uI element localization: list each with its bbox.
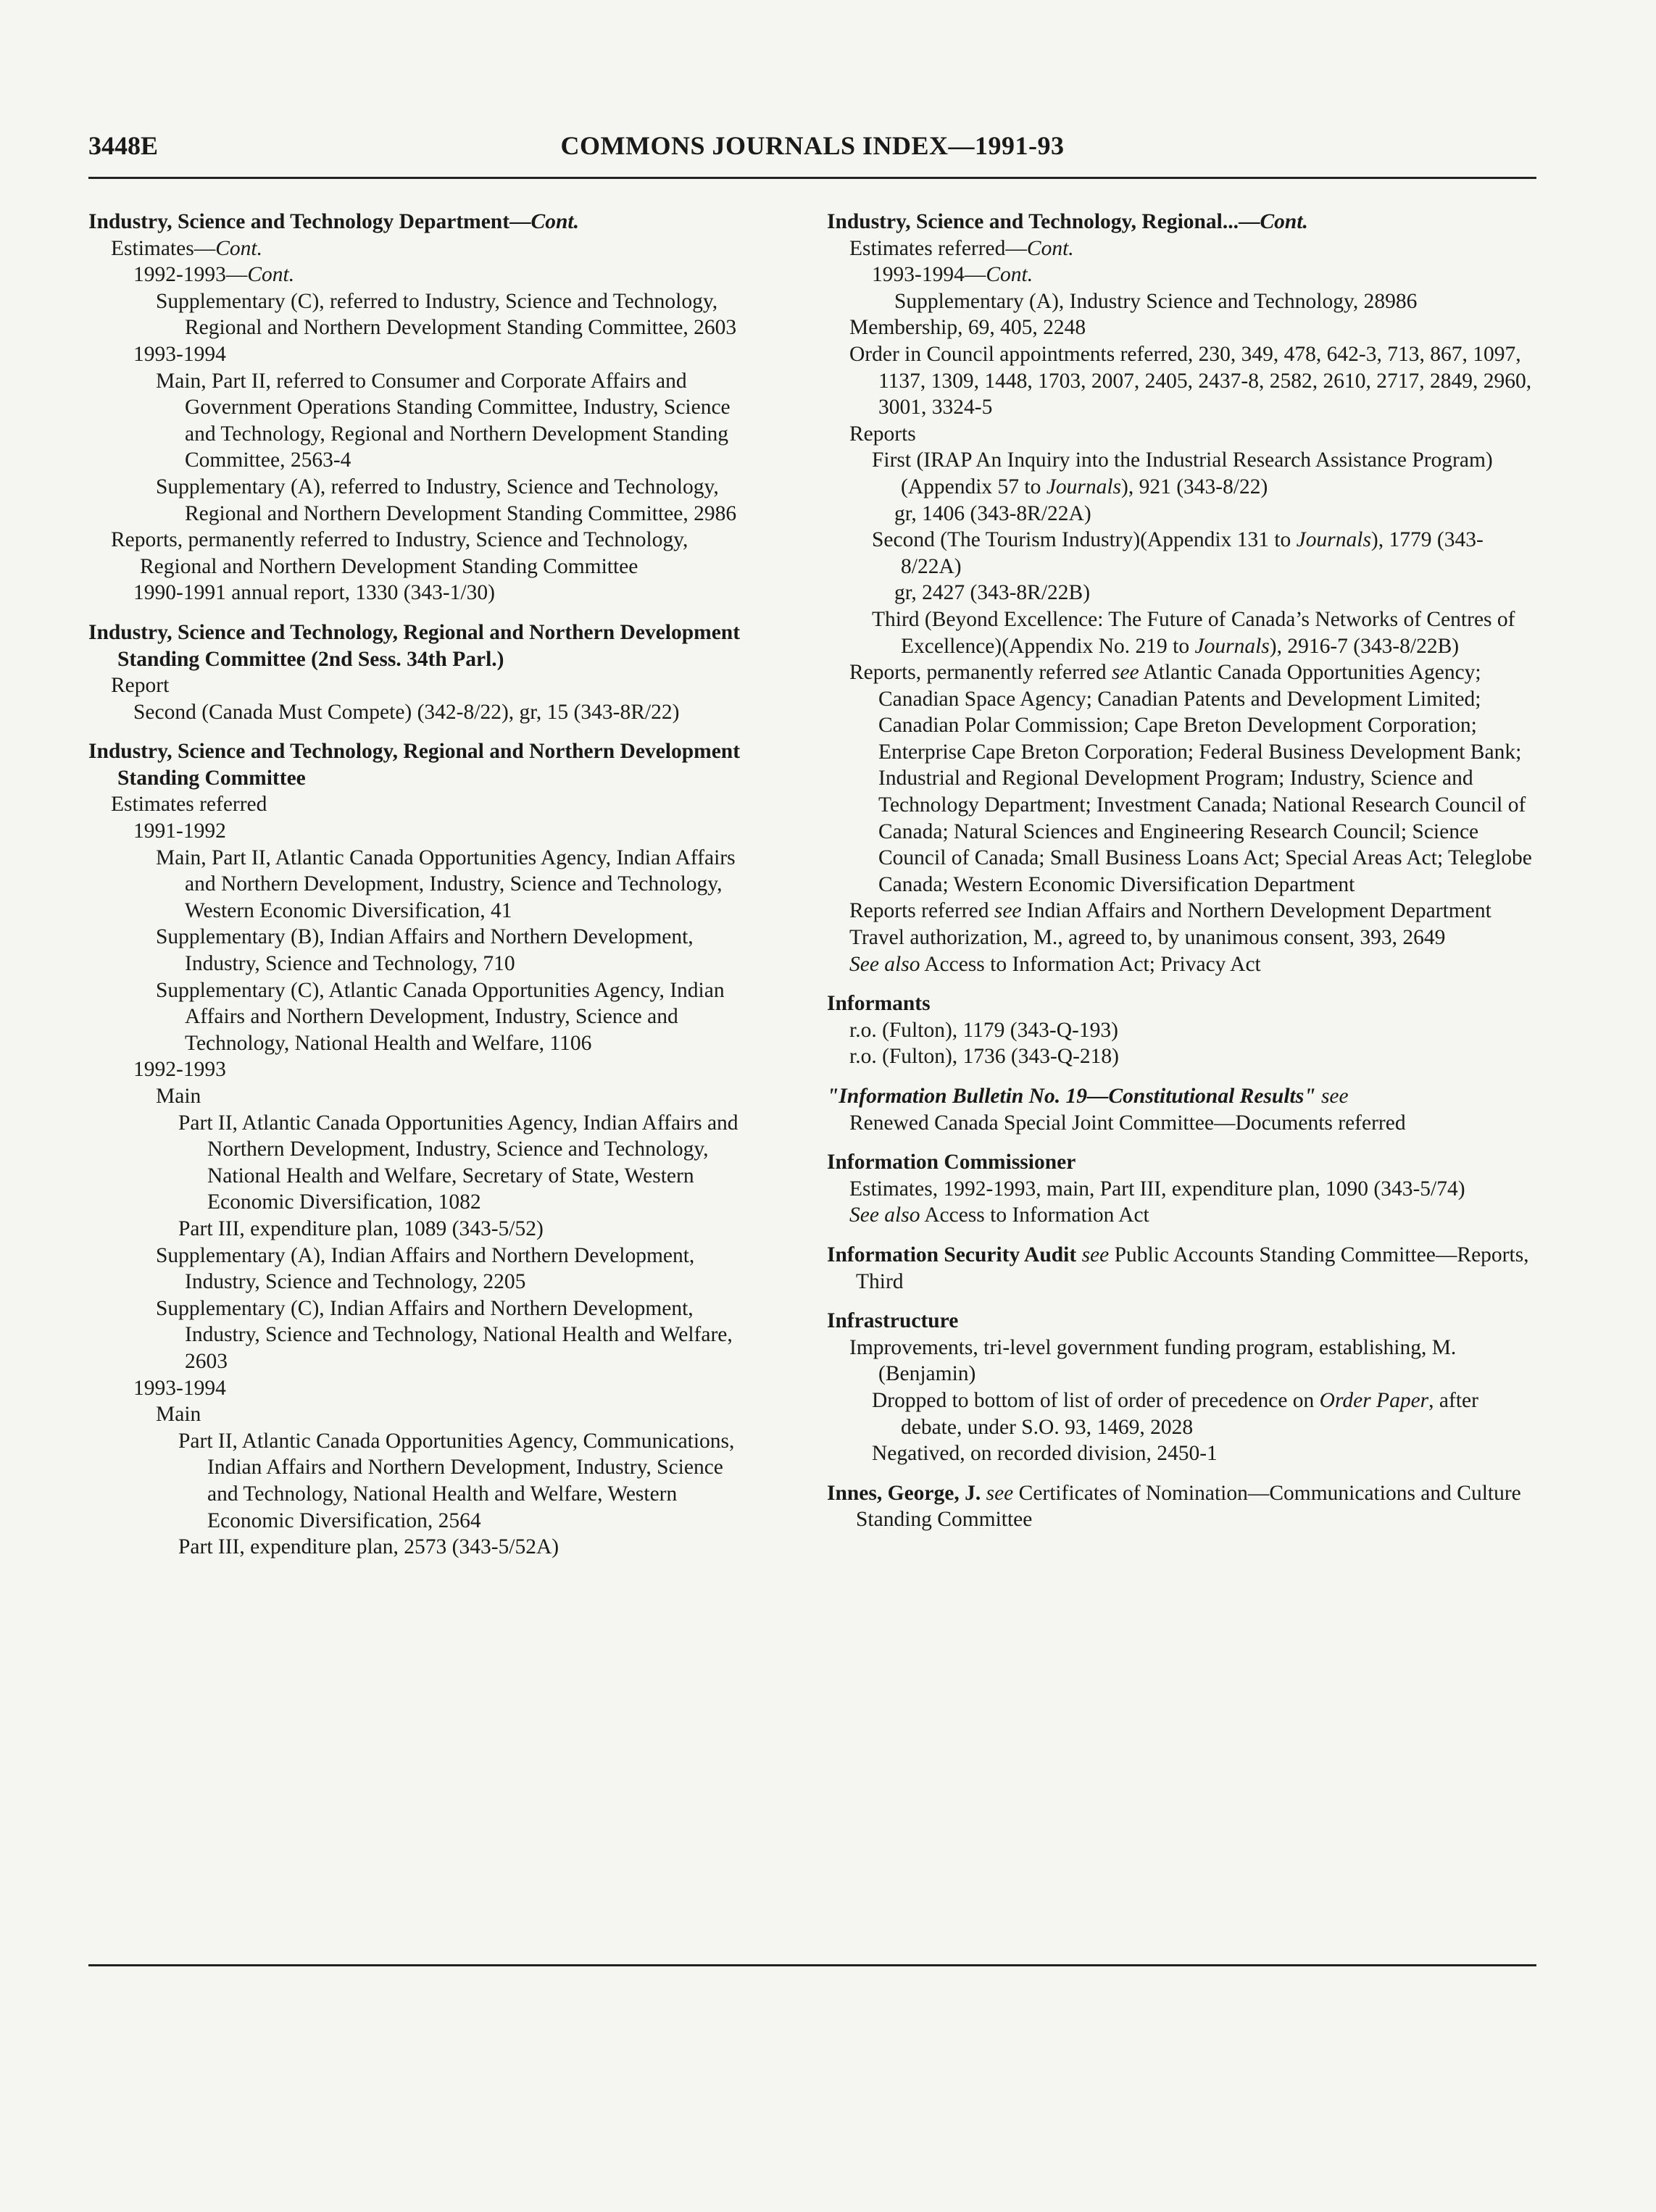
index-entry bbox=[111, 235, 755, 262]
index-heading bbox=[827, 1083, 1541, 1110]
index-entry bbox=[849, 1176, 1541, 1203]
italic-text: Cont. bbox=[247, 263, 295, 287]
index-heading bbox=[827, 1149, 1541, 1176]
entry-text: Main, Part II, Atlantic Canada Opportunities Agency, Indian Affairs and Northern Development, Industry, Science and Technology, Western Economic Diversification, 41 bbox=[156, 846, 736, 922]
entry-text: Information Commissioner bbox=[827, 1151, 1076, 1174]
entry-text: 1993-1994 bbox=[133, 342, 226, 366]
entry-text: Renewed Canada Special Joint Committee—Documents referred bbox=[849, 1111, 1406, 1135]
index-entry bbox=[133, 1375, 755, 1402]
index-entry bbox=[849, 659, 1541, 898]
entry-text: Third (Beyond Excellence: The Future of Canada’s Networks of Centres of Excellence)(Appendix No. 219 to bbox=[872, 607, 1515, 658]
index-entry bbox=[111, 527, 755, 580]
italic-text: Cont. bbox=[530, 210, 579, 233]
italic-text: See also bbox=[849, 952, 920, 976]
entry-text: Supplementary (C), Indian Affairs and Northern Development, Industry, Science and Technology, National Health and Welfare, 2603 bbox=[156, 1296, 733, 1373]
entry-text: 1990-1991 annual report, 1330 (343-1/30) bbox=[133, 581, 495, 605]
italic-text: See also bbox=[849, 1203, 920, 1227]
entry-text: 1993-1994 bbox=[133, 1376, 226, 1400]
index-heading bbox=[827, 990, 1541, 1017]
entry-text: r.o. (Fulton), 1179 (343-Q-193) bbox=[849, 1018, 1118, 1042]
entry-text: ), 2916-7 (343-8/22B) bbox=[1269, 634, 1460, 658]
index-entry bbox=[849, 1110, 1541, 1137]
index-entry bbox=[156, 924, 755, 977]
italic-text: Cont. bbox=[1026, 236, 1074, 260]
entry-text: Supplementary (B), Indian Affairs and Northern Development, Industry, Science and Technology, 710 bbox=[156, 925, 694, 976]
italic-text: Journals bbox=[1194, 634, 1270, 658]
entry-text: Part III, expenditure plan, 1089 (343-5/52) bbox=[178, 1216, 544, 1240]
italic-text: see bbox=[1081, 1243, 1110, 1266]
index-entry bbox=[849, 1017, 1541, 1044]
entry-text: Second (Canada Must Compete) (342-8/22), gr, 15 (343-8R/22) bbox=[133, 700, 680, 724]
index-heading bbox=[88, 619, 755, 672]
header-rule bbox=[88, 177, 1536, 179]
index-heading bbox=[827, 1308, 1541, 1335]
index-entry bbox=[849, 1335, 1541, 1387]
index-entry bbox=[894, 580, 1541, 606]
entry-text: Part II, Atlantic Canada Opportunities Agency, Indian Affairs and Northern Development, Industry, Science and Technology, National Health and Welfare, Secretary of State, Western Economic Diversification, 1082 bbox=[178, 1111, 738, 1214]
index-entry bbox=[849, 341, 1541, 421]
entry-text: Industry, Science and Technology Department— bbox=[88, 210, 531, 233]
entry-text: Industry, Science and Technology, Regional...— bbox=[827, 210, 1260, 233]
index-entry bbox=[156, 1243, 755, 1295]
entry-text: Order in Council appointments referred, 230, 349, 478, 642-3, 713, 867, 1097, 1137, 1309, 1448, 1703, 2007, 2405, 2437-8, 2582, 2610, 2717, 2849, 2960, 3001, 3324-5 bbox=[849, 342, 1532, 420]
index-heading bbox=[88, 738, 755, 791]
index-entry bbox=[849, 951, 1541, 978]
entry-text: Dropped to bottom of list of order of precedence on bbox=[872, 1388, 1320, 1412]
index-entry bbox=[894, 288, 1541, 315]
entry-text: Reports, permanently referred to Industry, Science and Technology, Regional and Northern Development Standing Committee bbox=[111, 528, 688, 578]
index-entry bbox=[178, 1110, 755, 1216]
index-entry bbox=[178, 1216, 755, 1243]
italic-text: Journals bbox=[1046, 475, 1121, 498]
italic-text: see bbox=[994, 899, 1022, 923]
index-heading bbox=[827, 209, 1541, 235]
entry-text: Supplementary (A), referred to Industry, Science and Technology, Regional and Northern Development Standing Committee, 2986 bbox=[156, 475, 737, 525]
entry-text: gr, 1406 (343-8R/22A) bbox=[894, 501, 1091, 525]
entry-text: ), 1779 (343-8/22A) bbox=[901, 528, 1484, 578]
index-entry bbox=[156, 288, 755, 341]
index-entry bbox=[849, 898, 1541, 925]
index-entry bbox=[111, 672, 755, 699]
index-entry bbox=[156, 474, 755, 527]
index-entry bbox=[156, 845, 755, 925]
page-title: COMMONS JOURNALS INDEX—1991-93 bbox=[560, 131, 1065, 160]
entry-text: r.o. (Fulton), 1736 (343-Q-218) bbox=[849, 1045, 1119, 1069]
italic-text: Cont. bbox=[215, 236, 262, 260]
page-header bbox=[88, 130, 1536, 174]
index-entry bbox=[178, 1534, 755, 1561]
index-entry bbox=[156, 1083, 755, 1110]
entry-text: Estimates referred bbox=[111, 793, 267, 817]
entry-text: Industry, Science and Technology, Regional and Northern Development Standing Committee (2nd Sess. 34th Parl.) bbox=[88, 620, 741, 671]
entry-text: Estimates referred— bbox=[849, 236, 1027, 260]
entry-text: Part III, expenditure plan, 2573 (343-5/52A) bbox=[178, 1535, 559, 1559]
italic-text: see bbox=[1112, 661, 1139, 685]
entry-text: Information Security Audit bbox=[827, 1243, 1082, 1266]
entry-text: Infrastructure bbox=[827, 1309, 959, 1333]
entry-text: Negatived, on recorded division, 2450-1 bbox=[872, 1442, 1218, 1466]
entry-text: Estimates, 1992-1993, main, Part III, expenditure plan, 1090 (343-5/74) bbox=[849, 1177, 1465, 1201]
entry-text: , after debate, under S.O. 93, 1469, 2028 bbox=[901, 1388, 1478, 1439]
entry-text: Membership, 69, 405, 2248 bbox=[849, 316, 1086, 340]
entry-text: Main bbox=[156, 1085, 201, 1108]
page-number: 3448E bbox=[88, 131, 159, 160]
index-entry bbox=[872, 1387, 1541, 1440]
index-entry bbox=[849, 1043, 1541, 1070]
entry-text: Improvements, tri-level government funding program, establishing, M. (Benjamin) bbox=[849, 1335, 1457, 1386]
index-entry bbox=[872, 527, 1541, 580]
index-entry bbox=[133, 262, 755, 288]
index-entry bbox=[872, 606, 1541, 659]
entry-text: Certificates of Nomination—Communications and Culture Standing Committee bbox=[856, 1481, 1521, 1532]
index-heading bbox=[88, 209, 755, 235]
entry-text: Supplementary (A), Indian Affairs and Northern Development, Industry, Science and Technology, 2205 bbox=[156, 1243, 695, 1294]
entry-text: 1992-1993 bbox=[133, 1058, 226, 1082]
italic-text: Cont. bbox=[986, 263, 1033, 287]
entry-text: Main bbox=[156, 1403, 201, 1427]
entry-text: Informants bbox=[827, 992, 931, 1016]
index-entry bbox=[111, 791, 755, 818]
index-column-right bbox=[827, 209, 1541, 1533]
entry-text: Main, Part II, referred to Consumer and Corporate Affairs and Government Operations Standing Committee, Industry, Science and Technology, Regional and Northern Development Standing Committee, 2563-4 bbox=[156, 369, 731, 472]
index-entry bbox=[133, 1056, 755, 1083]
index-entry bbox=[178, 1428, 755, 1534]
index-entry bbox=[156, 1295, 755, 1375]
index-entry bbox=[872, 1440, 1541, 1467]
entry-text: Access to Information Act bbox=[920, 1203, 1149, 1227]
entry-text: Travel authorization, M., agreed to, by unanimous consent, 393, 2649 bbox=[849, 926, 1446, 950]
italic-text: "Information Bulletin No. 19—Constitutional Results" bbox=[827, 1085, 1316, 1108]
index-entry bbox=[849, 314, 1541, 341]
index-entry bbox=[872, 262, 1541, 288]
entry-text: Second (The Tourism Industry)(Appendix 131 to bbox=[872, 528, 1297, 552]
entry-text: First (IRAP An Inquiry into the Industrial Research Assistance Program) (Appendix 57 to bbox=[872, 448, 1493, 498]
italic-text: Cont. bbox=[1260, 210, 1308, 233]
entry-text: Reports bbox=[849, 422, 916, 446]
entry-text: Supplementary (C), referred to Industry, Science and Technology, Regional and Northern Development Standing Committee, 2603 bbox=[156, 289, 737, 340]
index-entry bbox=[849, 235, 1541, 262]
entry-text: 1992-1993— bbox=[133, 263, 248, 287]
entry-text: Industry, Science and Technology, Regional and Northern Development Standing Committee bbox=[88, 740, 741, 790]
italic-text: Order Paper bbox=[1319, 1388, 1429, 1412]
entry-text: Indian Affairs and Northern Development Department bbox=[1021, 899, 1491, 923]
entry-text: Report bbox=[111, 674, 170, 698]
entry-text: ), 921 (343-8/22) bbox=[1121, 475, 1268, 498]
italic-text: Journals bbox=[1296, 528, 1371, 552]
index-heading bbox=[827, 1480, 1541, 1533]
index-entry bbox=[156, 368, 755, 474]
entry-text: Access to Information Act; Privacy Act bbox=[920, 952, 1261, 976]
index-entry bbox=[849, 421, 1541, 448]
entry-text: Atlantic Canada Opportunities Agency; Canadian Space Agency; Canadian Patents and Development Limited; Canadian Polar Commission; Cape Breton Development Corporation; Enterprise Cape Breton Corporation; Federal Business Development Bank; Industrial and Regional Development Program; Industry, Science and Technology Department; Investment Canada; National Research Council of Canada; Natural Sciences and Engineering Research Council; Science Council of Canada; Small Business Loans Act; Special Areas Act; Teleglobe Canada; Western Economic Diversification Department bbox=[878, 661, 1532, 896]
entry-text: Supplementary (C), Atlantic Canada Opportunities Agency, Indian Affairs and Northern Development, Industry, Science and Technology, National Health and Welfare, 1106 bbox=[156, 978, 725, 1055]
entry-text: Innes, George, J. bbox=[827, 1481, 986, 1505]
index-entry bbox=[133, 699, 755, 726]
index-entry bbox=[872, 447, 1541, 500]
entry-text: Public Accounts Standing Committee—Reports, Third bbox=[856, 1243, 1529, 1293]
entry-text: Estimates— bbox=[111, 236, 216, 260]
footer-rule bbox=[88, 1964, 1536, 1966]
entry-text: 1993-1994— bbox=[872, 263, 986, 287]
entry-text: Supplementary (A), Industry Science and Technology, 28986 bbox=[894, 289, 1418, 313]
entry-text: Part II, Atlantic Canada Opportunities Agency, Communications, Indian Affairs and Northern Development, Industry, Science and Technology, National Health and Welfare, Western Economic Diversification, 2564 bbox=[178, 1429, 735, 1532]
italic-text: see bbox=[1315, 1085, 1349, 1108]
index-entry bbox=[849, 925, 1541, 951]
entry-text: gr, 2427 (343-8R/22B) bbox=[894, 581, 1091, 605]
index-column-left bbox=[88, 209, 755, 1561]
index-entry bbox=[133, 580, 755, 606]
italic-text: see bbox=[986, 1481, 1014, 1505]
index-entry bbox=[849, 1202, 1541, 1229]
index-entry bbox=[133, 341, 755, 368]
index-entry bbox=[156, 977, 755, 1057]
entry-text: Reports, permanently referred bbox=[849, 661, 1112, 685]
index-entry bbox=[156, 1401, 755, 1428]
index-entry bbox=[894, 501, 1541, 527]
index-entry bbox=[133, 818, 755, 845]
entry-text: 1991-1992 bbox=[133, 819, 226, 843]
entry-text: Reports referred bbox=[849, 899, 994, 923]
index-heading bbox=[827, 1242, 1541, 1295]
